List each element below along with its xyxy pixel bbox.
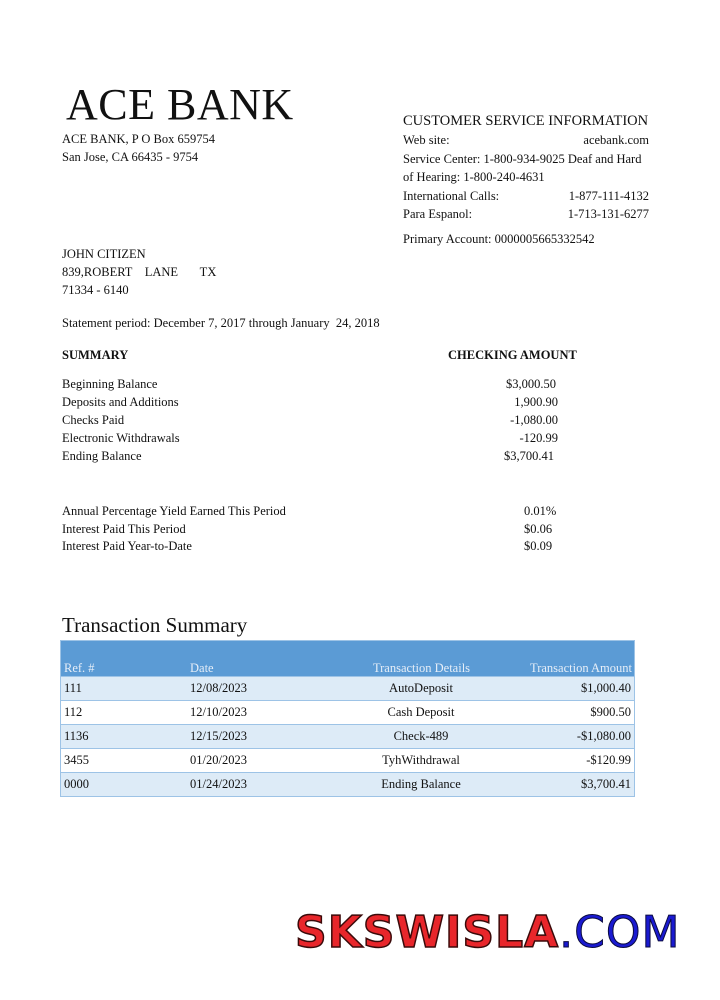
bank-address-line2: San Jose, CA 66435 - 9754 [62, 150, 199, 164]
transaction-summary-title: Transaction Summary [62, 613, 248, 637]
international-label: International Calls: [403, 188, 500, 203]
cell-date: 01/24/2023 [187, 773, 343, 797]
customer-service-title: CUSTOMER SERVICE INFORMATION [403, 113, 649, 129]
summary-value: $3,700.41 [504, 449, 554, 463]
cell-date: 01/20/2023 [187, 749, 343, 773]
service-center-line1: Service Center: 1-800-934-9025 Deaf and Hard [403, 151, 642, 166]
watermark-logo [295, 905, 680, 961]
espanol-number: 1-713-131-6277 [567, 207, 649, 221]
interest-row [62, 538, 582, 556]
watermark-part2: .COM [559, 907, 681, 958]
summary-label: Deposits and Additions [62, 395, 179, 409]
column-header-ref: Ref. # [61, 641, 188, 677]
interest-label: Annual Percentage Yield Earned This Period [62, 504, 286, 518]
summary-label: Checks Paid [62, 413, 125, 427]
column-header-details: Transaction Details [343, 641, 499, 677]
customer-street: 839,ROBERT LANE TX [62, 265, 217, 279]
summary-row [62, 429, 582, 447]
summary-row [62, 393, 582, 411]
international-number: 1-877-111-4132 [568, 188, 649, 203]
summary-row [62, 447, 582, 465]
checking-amount-heading: CHECKING AMOUNT [448, 348, 577, 362]
cell-amount: $3,700.41 [499, 773, 635, 797]
column-header-amount: Transaction Amount [499, 641, 635, 677]
espanol-label: Para Espanol: [403, 207, 473, 221]
summary-label: Electronic Withdrawals [62, 431, 180, 445]
customer-address [62, 245, 216, 299]
table-row [61, 677, 635, 701]
bank-name: ACE BANK [66, 80, 294, 129]
table-header-row [61, 641, 635, 677]
summary-heading: SUMMARY [62, 348, 129, 362]
table-row [61, 773, 635, 797]
summary-label: Ending Balance [62, 449, 142, 463]
international-row [403, 187, 649, 206]
customer-name: JOHN CITIZEN [62, 247, 146, 261]
cell-amount: $1,000.40 [499, 677, 635, 701]
cell-details: Ending Balance [343, 773, 499, 797]
watermark-part1: SKSWISLA [295, 907, 560, 958]
interest-row [62, 503, 582, 521]
summary-label: Beginning Balance [62, 377, 158, 391]
table-row [61, 749, 635, 773]
summary-header [62, 348, 582, 363]
column-header-date: Date [187, 641, 343, 677]
cell-date: 12/15/2023 [187, 725, 343, 749]
summary-value: 1,900.90 [514, 395, 558, 409]
website-label: Web site: [403, 133, 450, 147]
cell-date: 12/08/2023 [187, 677, 343, 701]
cell-details: Cash Deposit [343, 701, 499, 725]
website-link[interactable]: acebank.com [583, 133, 649, 147]
summary-value: $3,000.50 [506, 377, 556, 391]
cell-amount: -$1,080.00 [499, 725, 635, 749]
cell-ref: 111 [61, 677, 188, 701]
cell-amount: $900.50 [499, 701, 635, 725]
cell-ref: 112 [61, 701, 188, 725]
summary-row [62, 411, 582, 429]
table-row [61, 725, 635, 749]
statement-period: Statement period: December 7, 2017 through January 24, 2018 [62, 316, 380, 330]
table-row [61, 701, 635, 725]
summary-row [62, 375, 582, 393]
summary-value: -120.99 [519, 431, 558, 445]
interest-row [62, 521, 582, 539]
cell-ref: 1136 [61, 725, 188, 749]
website-row [403, 131, 649, 150]
cell-date: 12/10/2023 [187, 701, 343, 725]
service-center-line2: of Hearing: 1-800-240-4631 [403, 170, 545, 184]
cell-details: Check-489 [343, 725, 499, 749]
cell-amount: -$120.99 [499, 749, 635, 773]
primary-account: Primary Account: 0000005665332542 [403, 231, 595, 246]
summary-value: -1,080.00 [510, 413, 558, 427]
cell-details: AutoDeposit [343, 677, 499, 701]
interest-rows [62, 503, 582, 556]
espanol-row [403, 205, 649, 224]
summary-rows [62, 375, 582, 465]
cell-ref: 3455 [61, 749, 188, 773]
bank-address-line1: ACE BANK, P O Box 659754 [62, 132, 216, 146]
interest-value: $0.09 [524, 539, 553, 553]
transaction-table [60, 640, 635, 797]
bank-address [62, 130, 215, 166]
customer-service-info [403, 112, 649, 247]
customer-zip: 71334 - 6140 [62, 283, 129, 297]
cell-ref: 0000 [61, 773, 188, 797]
interest-value: 0.01% [524, 504, 557, 518]
interest-label: Interest Paid Year-to-Date [62, 539, 192, 553]
cell-details: TyhWithdrawal [343, 749, 499, 773]
interest-label: Interest Paid This Period [62, 521, 186, 536]
interest-value: $0.06 [524, 521, 553, 536]
